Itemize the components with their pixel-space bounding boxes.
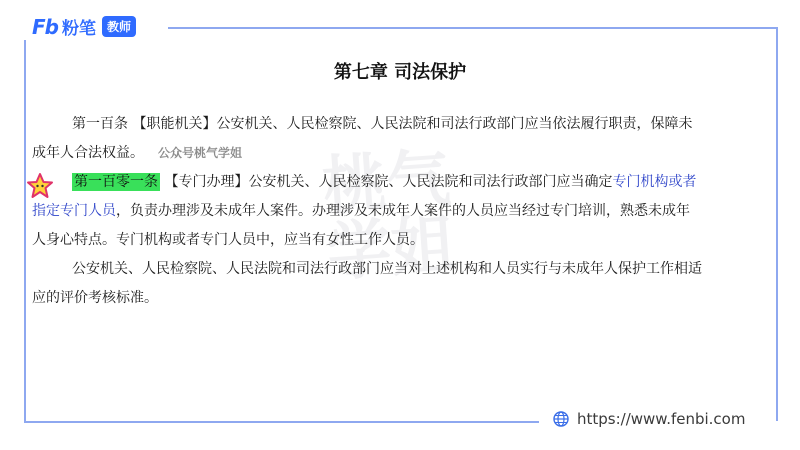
article-101 [32, 168, 760, 255]
logo-brand: 粉笔 [61, 19, 96, 39]
chapter-title: 第七章 司法保护 [333, 62, 467, 83]
article-100-line-2-text: 成年人合法权益。 [32, 145, 144, 161]
star-icon [26, 172, 54, 200]
frame-top-border [168, 27, 778, 29]
background-watermark: 桃气学姐 [320, 141, 458, 291]
article-100 [32, 110, 760, 168]
article-101-para-2-line-1: 公安机关、人民检察院、人民法院和司法行政部门应当对上述机构和人员实行与未成年人保护工作相适 [72, 261, 702, 277]
frame-bottom-border [24, 421, 539, 423]
article-101-para-2 [32, 255, 760, 313]
globe-icon [553, 411, 569, 427]
article-101-line-2-rest: ，负责办理涉及未成年人案件。办理涉及未成年人案件的人员应当经过专门培训，熟悉未成年 [116, 203, 690, 219]
article-101-line-2-blue: 指定专门人员 [32, 203, 116, 219]
article-101-para-2-line-2: 应的评价考核标准。 [32, 290, 158, 306]
article-101-label-highlight: 第一百零一条 [74, 174, 158, 190]
fenbi-logo [32, 14, 136, 39]
article-101-line-3: 人身心特点。专门机构或者专门人员中，应当有女性工作人员。 [32, 232, 424, 248]
article-101-line-1-blue: 专门机构或者 [612, 174, 697, 190]
article-100-line-1: 第一百条 【职能机关】公安机关、人民检察院、人民法院和司法行政部门应当依法履行职责，保障未 [72, 116, 693, 132]
article-100-line-2 [32, 139, 760, 168]
frame-left-border [24, 40, 26, 421]
article-101-line-1-mid: 【专门办理】公安机关、人民检察院、人民法院和司法行政部门应当确定 [160, 174, 613, 190]
footer-url-text[interactable]: https://www.fenbi.com [577, 410, 746, 428]
signature-text: 公众号桃气学姐 [158, 146, 243, 160]
frame-right-border [776, 27, 778, 421]
logo-mark: Fb [32, 14, 58, 39]
logo-badge: 教师 [102, 16, 136, 37]
article-101-line-2 [32, 197, 760, 226]
article-content [32, 110, 760, 313]
footer-website[interactable] [553, 410, 745, 428]
article-101-line-1 [72, 168, 760, 197]
